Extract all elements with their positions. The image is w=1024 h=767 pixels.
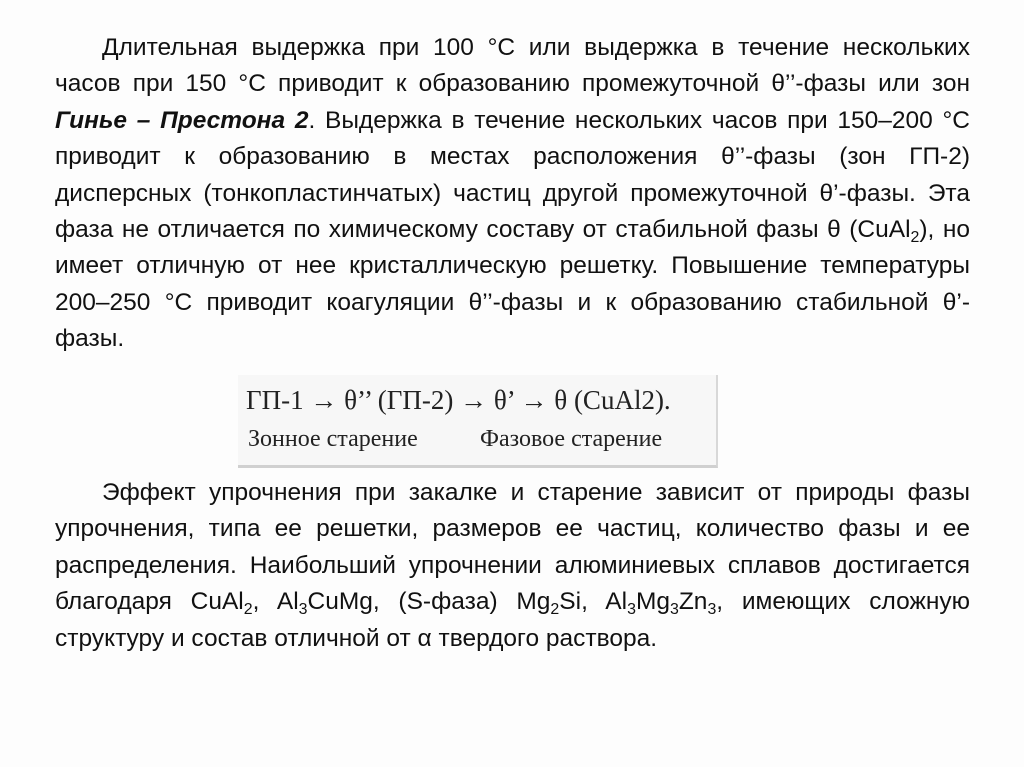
label-zone-aging: Зонное старение: [248, 426, 418, 452]
subscript: 3: [627, 600, 636, 618]
paragraph2-text-c: CuMg, (S-фаза) Mg: [307, 588, 551, 616]
paragraph1-text-c: ), но имеет отличную от нее кристаллическую решетку. Повышение температуры 200–250 °С приводит коагуляции θ’’-фазы и к образованию стабильной θ’-фазы.: [55, 216, 970, 353]
paragraph2-text-a: Эффект упрочнения при закалке и старение зависит от природы фазы упрочнения, типа ее решетки, размеров ее частиц, количество фазы и ее распределения. Наибольший упрочнении алюминиевых сплавов достигается благодаря CuAl: [55, 479, 970, 616]
subscript: 3: [298, 600, 308, 618]
aging-scheme-image: [238, 375, 718, 468]
paragraph2-text-f: Zn: [678, 588, 708, 616]
paragraph2-text-b: , Al: [252, 588, 299, 616]
subscript: 3: [707, 600, 717, 618]
aging-labels: [248, 426, 663, 453]
paragraph1-text-a: Длительная выдержка при 100 °С или выдержка в течение нескольких часов при 150 °С приводит к образованию промежуточной θ’’-фазы или зон: [55, 34, 970, 98]
paragraph1-emphasis-gp2: Гинье – Престона 2: [55, 106, 309, 134]
paragraph1-text-b: . Выдержка в течение нескольких часов при 150–200 °С приводит к образованию в местах расположения θ’’-фазы (зон ГП-2) дисперсных (тонкопластинчатых) частиц другой промежуточной θ’-фазы. Эта фаза не отличается по химическому составу от стабильной фазы θ (CuAl: [55, 106, 971, 244]
subscript: 2: [243, 600, 253, 618]
subscript: 2: [550, 600, 560, 618]
paragraph-strengthening: [55, 475, 970, 657]
paragraph2-text-e: Mg: [635, 588, 670, 616]
paragraph2-text-g: , имеющих сложную структуру и состав отличной от α твердого раствора.: [55, 588, 970, 652]
subscript: 2: [910, 228, 920, 246]
label-phase-aging: Фазовое старение: [480, 426, 663, 452]
subscript: 3: [669, 600, 679, 618]
aging-sequence: ГП-1 → θ’’ (ГП-2) → θ’ → θ (CuAl2).: [246, 385, 671, 415]
paragraph2-text-d: Si, Al: [559, 588, 628, 616]
paragraph-aging-phases: [55, 30, 970, 358]
